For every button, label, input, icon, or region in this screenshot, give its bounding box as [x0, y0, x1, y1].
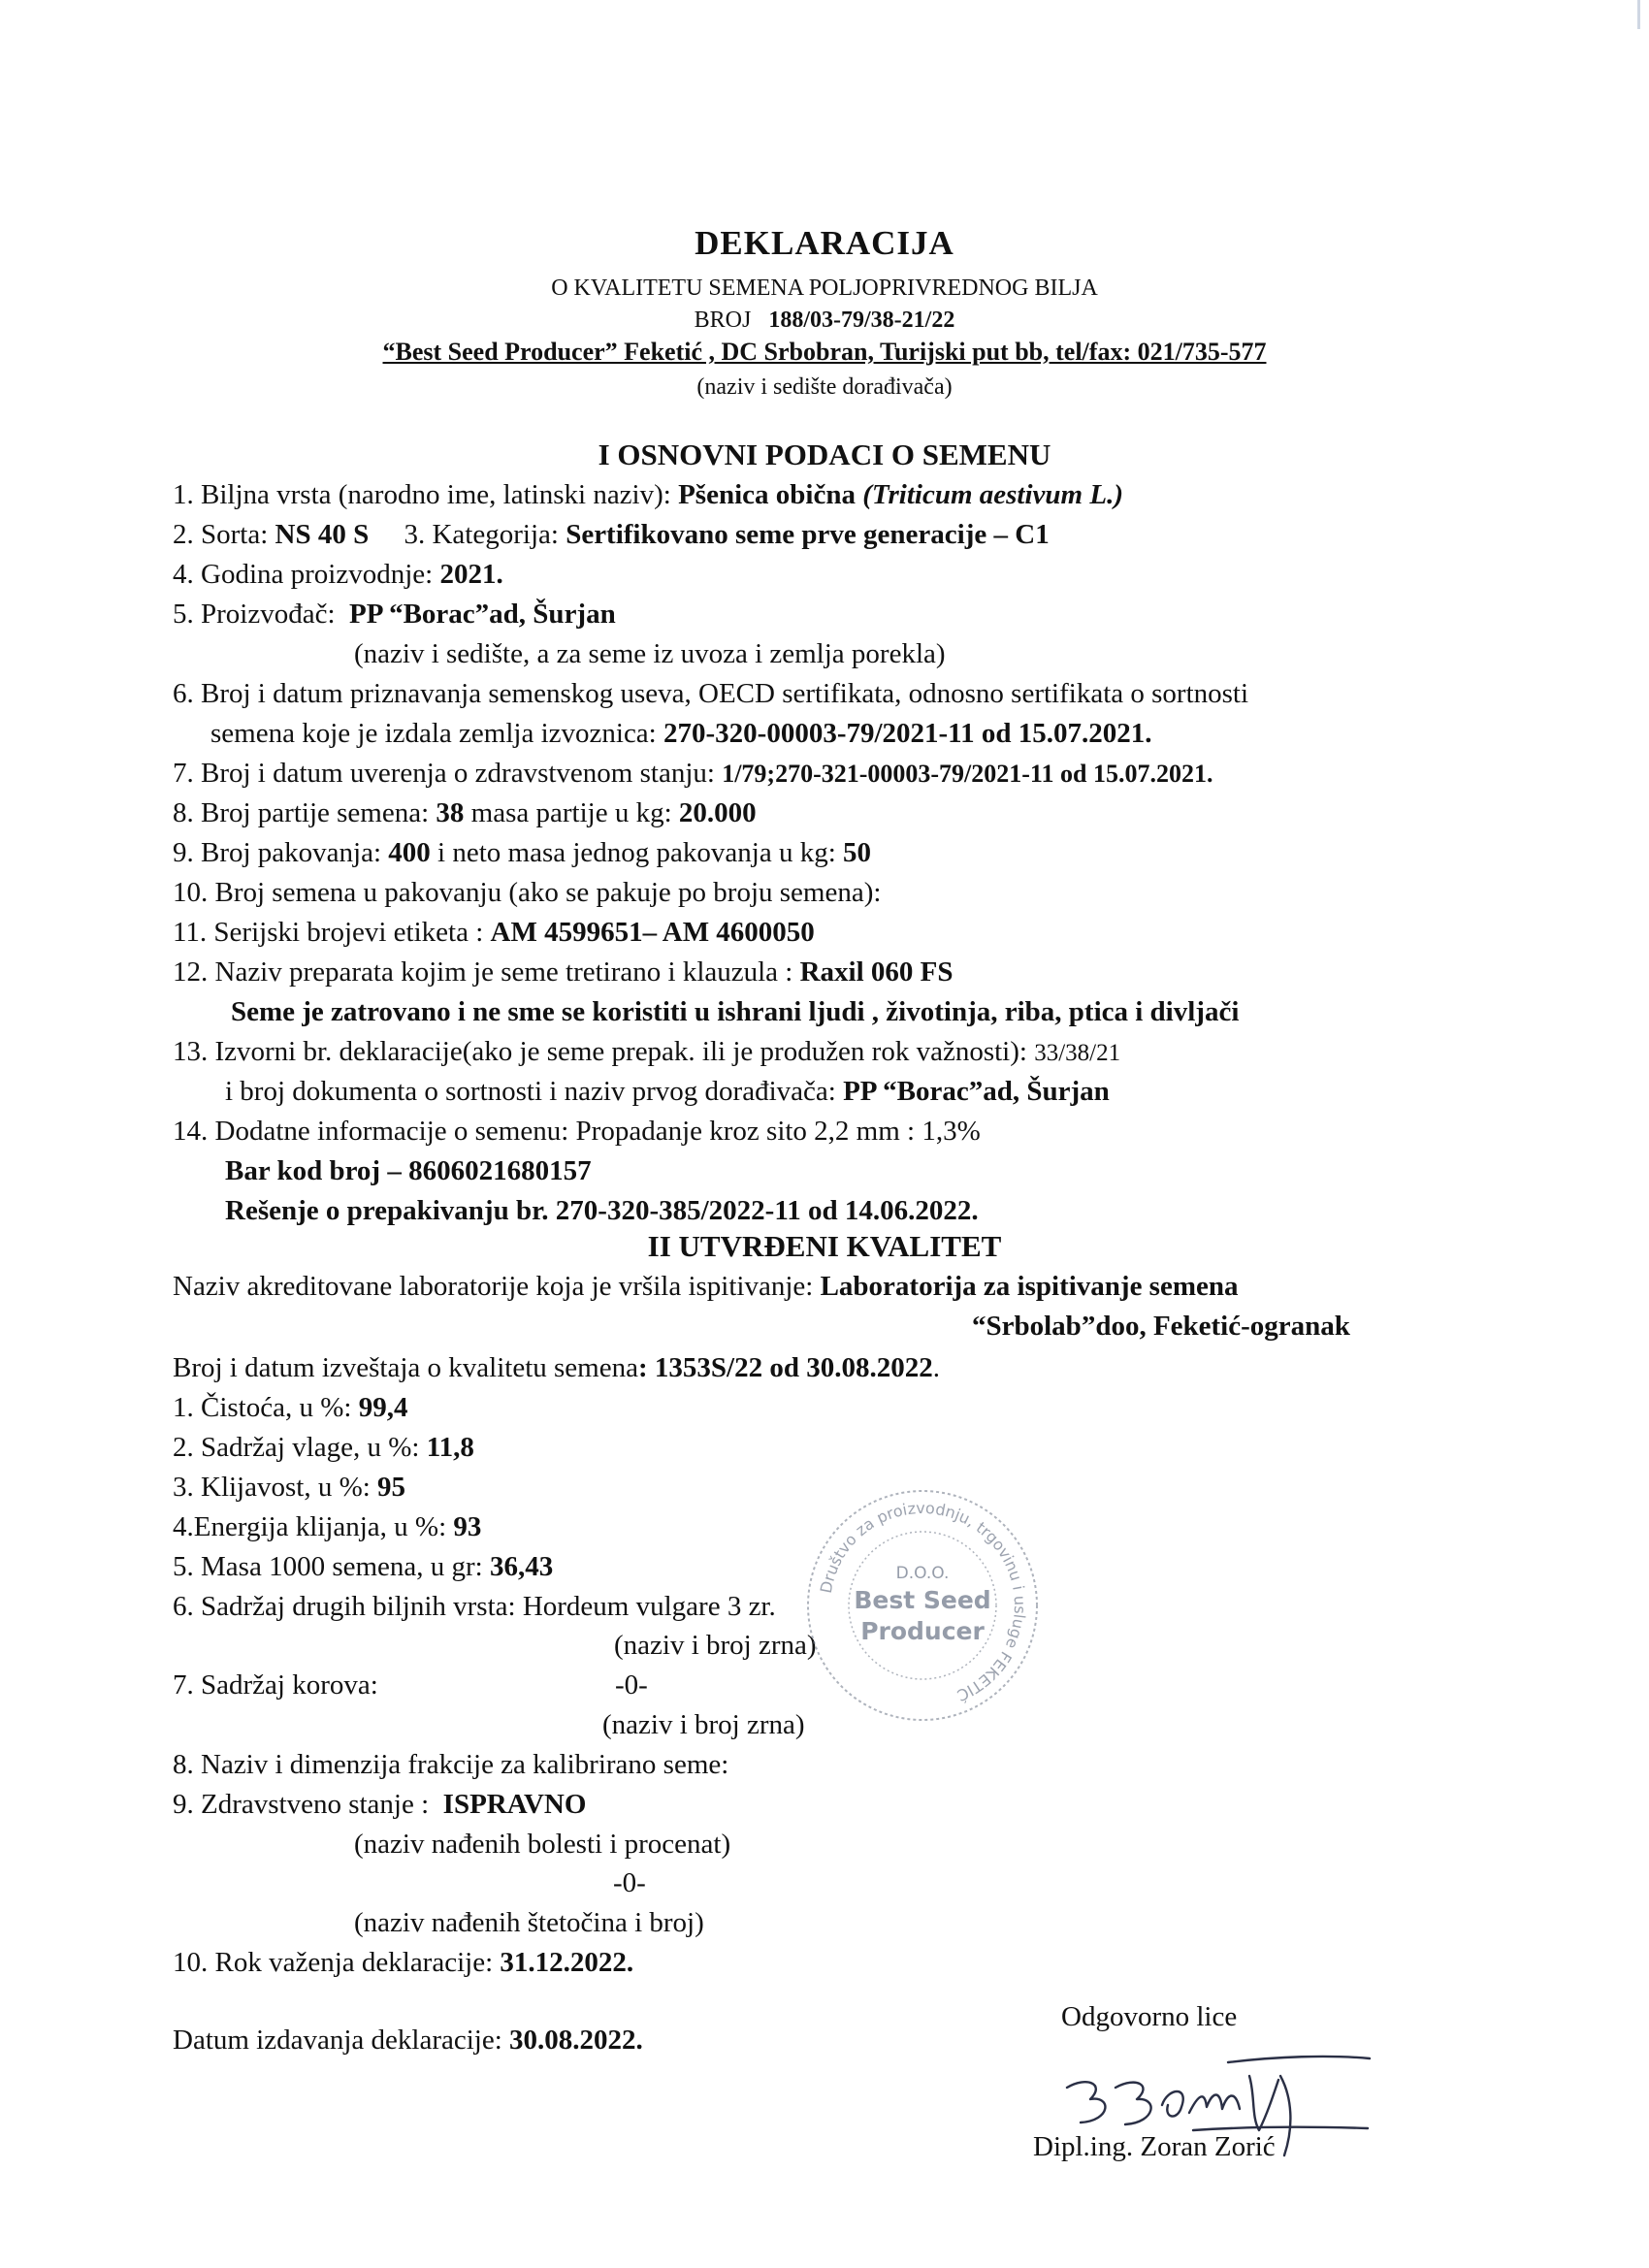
stamp-line-1: D.O.O. — [895, 1564, 950, 1583]
document-number-label: BROJ — [694, 308, 752, 333]
item-value: 1/79;270-321-00003-79/2021-11 od 15.07.2021. — [722, 760, 1213, 788]
item-label: Broj i datum izveštaja o kvalitetu semena — [173, 1352, 638, 1383]
item-health-certificate — [173, 755, 1212, 793]
item-label: 3. Kategorija: — [404, 519, 566, 550]
quality-purity — [173, 1389, 407, 1426]
item-value: NS 40 S — [275, 519, 370, 550]
item-value: 270-320-00003-79/2021-11 od 15.07.2021. — [663, 718, 1152, 749]
item-production-year — [173, 556, 503, 593]
item-label: Naziv akreditovane laboratorije koja je vršila ispitivanje: — [173, 1271, 821, 1302]
item-value: Sertifikovano seme prve generacije – C1 — [566, 519, 1050, 550]
item-recognition: 6. Broj i datum priznavanja semenskog useva, OECD sertifikata, odnosno sertifikata o sortnosti — [173, 678, 1249, 709]
item-value: ISPRAVNO — [442, 1789, 587, 1820]
item-producer — [173, 596, 616, 632]
item-value: 400 — [388, 837, 431, 868]
document-title: DEKLARACIJA — [695, 224, 954, 262]
quality-thousand-seed-mass — [173, 1548, 553, 1585]
item-label: 4.Energija klijanja, u %: — [173, 1511, 454, 1542]
item-value: 50 — [843, 837, 872, 868]
processor-info: “Best Seed Producer” Feketić , DC Srbobran, Turijski put bb, tel/fax: 021/735-577 — [382, 338, 1267, 366]
quality-fraction: 8. Naziv i dimenzija frakcije za kalibrirano seme: — [173, 1749, 729, 1780]
lab-name-cont: “Srbolab”doo, Feketić-ogranak — [972, 1311, 1350, 1342]
item-label: Datum izdavanja deklaracije: — [173, 2025, 510, 2056]
barcode-number: Bar kod broj – 8606021680157 — [225, 1155, 592, 1186]
item-value: 99,4 — [358, 1392, 408, 1423]
quality-other-species: 6. Sadržaj drugih biljnih vrsta: Hordeum vulgare 3 zr. — [173, 1591, 776, 1622]
stamp-line-3: Producer — [860, 1617, 985, 1645]
item-packages — [173, 834, 871, 871]
item-value: 30.08.2022. — [509, 2025, 643, 2056]
lab-name — [173, 1268, 1239, 1305]
document-number-value: 188/03-79/38-21/22 — [768, 308, 955, 333]
item-label: 1. Čistoća, u %: — [173, 1392, 359, 1423]
item-additional-info: 14. Dodatne informacije o semenu: Propadanje kroz sito 2,2 mm : 1,3% — [173, 1116, 981, 1147]
item-value: AM 4599651– AM 4600050 — [490, 917, 815, 948]
quality-germination — [173, 1469, 405, 1506]
item-label: 11. Serijski brojevi etiketa : — [173, 917, 491, 948]
item-label: semena koje je izdala zemlja izvoznica: — [210, 718, 663, 749]
item-value: 20.000 — [678, 797, 757, 828]
item-label: 8. Broj partije semena: — [173, 797, 436, 828]
item-label: 12. Naziv preparata kojim je seme tretirano i klauzula : — [173, 956, 800, 988]
issue-date — [173, 2022, 643, 2058]
item-label: masa partije u kg: — [464, 797, 679, 828]
item-value: 38 — [436, 797, 465, 828]
item-label: 2. Sorta: — [173, 519, 275, 550]
item-plant-species — [173, 476, 1123, 513]
item-label: 7. Broj i datum uverenja o zdravstvenom stanju: — [173, 758, 723, 789]
item-value: 11,8 — [426, 1432, 474, 1463]
item-lot — [173, 794, 757, 831]
treatment-warning: Seme je zatrovano i ne sme se koristiti u ishrani ljudi , životinja, riba, ptica i divljači — [231, 996, 1240, 1027]
item-variety-category — [173, 516, 1050, 553]
item-latin-name: (Triticum aestivum L.) — [862, 479, 1123, 510]
company-stamp — [801, 1484, 1044, 1727]
item-serial-numbers — [173, 914, 815, 951]
item-first-processor — [225, 1073, 1110, 1110]
validity-date — [173, 1944, 633, 1981]
item-value: : 1353S/22 od 30.08.2022 — [637, 1352, 933, 1383]
item-value: 95 — [377, 1472, 406, 1503]
item-label: 4. Godina proizvodnje: — [173, 559, 440, 590]
quality-health-status — [173, 1786, 586, 1823]
producer-note: (naziv i sedište, a za seme iz uvoza i zemlja porekla) — [354, 638, 946, 669]
item-label: 9. Broj pakovanja: — [173, 837, 389, 868]
quality-germination-energy — [173, 1508, 481, 1545]
responsible-person-label: Odgovorno lice — [1061, 2001, 1238, 2032]
item-label: 13. Izvorni br. deklaracije(ako je seme prepak. ili je produžen rok važnosti): — [173, 1036, 1035, 1067]
other-species-note: (naziv i broj zrna) — [614, 1630, 817, 1661]
item-label: 1. Biljna vrsta (narodno ime, latinski naziv): — [173, 479, 679, 510]
quality-moisture — [173, 1429, 474, 1466]
item-seed-count: 10. Broj semena u pakovanju (ako se pakuje po broju semena): — [173, 877, 882, 908]
item-label: 10. Rok važenja deklaracije: — [173, 1947, 501, 1978]
weeds-value: -0- — [615, 1669, 648, 1701]
item-value: Raxil 060 FS — [799, 956, 954, 988]
processor-note: (naziv i sedište dorađivača) — [696, 374, 953, 400]
section1-heading: I OSNOVNI PODACI O SEMENU — [598, 437, 1051, 471]
item-original-declaration — [173, 1033, 1120, 1072]
item-treatment — [173, 954, 954, 990]
stamp-ring-text: Društvo za proizvodnju, trgovinu i usluge FEKETIĆ — [816, 1498, 1030, 1705]
diseases-note: (naziv nađenih bolesti i procenat) — [354, 1829, 731, 1860]
item-value: Laboratorija za ispitivanje semena — [820, 1271, 1239, 1302]
item-value: PP “Borac”ad, Šurjan — [349, 599, 616, 630]
item-value: 2021. — [439, 559, 503, 590]
item-label: 9. Zdravstveno stanje : — [173, 1789, 436, 1820]
section2-heading: II UTVRĐENI KVALITET — [647, 1229, 1002, 1263]
signature — [1048, 2037, 1377, 2173]
item-label: 5. Proizvođač: — [173, 599, 342, 630]
item-value: 33/38/21 — [1034, 1040, 1121, 1066]
item-label: 5. Masa 1000 semena, u gr: — [173, 1551, 490, 1582]
item-label: i neto masa jednog pakovanja u kg: — [430, 837, 844, 868]
weeds-note: (naziv i broj zrna) — [602, 1709, 805, 1740]
document-subtitle: O KVALITETU SEMENA POLJOPRIVREDNOG BILJA — [551, 275, 1098, 301]
item-value: 31.12.2022. — [500, 1947, 634, 1978]
item-value: 93 — [453, 1511, 482, 1542]
item-value: PP “Borac”ad, Šurjan — [843, 1076, 1110, 1107]
quality-weeds: 7. Sadržaj korova: — [173, 1669, 378, 1701]
pests-value: -0- — [613, 1867, 646, 1898]
item-value: 36,43 — [490, 1551, 554, 1582]
item-label: i broj dokumenta o sortnosti i naziv prvog dorađivača: — [225, 1076, 844, 1107]
item-recognition-cont — [210, 715, 1151, 752]
pests-note: (naziv nađenih štetočina i broj) — [354, 1907, 704, 1938]
item-label: 3. Klijavost, u %: — [173, 1472, 378, 1503]
quality-report: Broj i datum izveštaja o kvalitetu semena: 1353S/22 od 30.08.2022. — [173, 1352, 940, 1383]
stamp-line-2: Best Seed — [854, 1586, 991, 1614]
item-value: Pšenica obična — [678, 479, 863, 510]
repackaging-decision: Rešenje o prepakivanju br. 270-320-385/2022-11 od 14.06.2022. — [225, 1195, 979, 1226]
scan-edge-mark — [1637, 0, 1640, 29]
item-label: 2. Sadržaj vlage, u %: — [173, 1432, 427, 1463]
responsible-person-name: Dipl.ing. Zoran Zorić — [1033, 2131, 1276, 2162]
